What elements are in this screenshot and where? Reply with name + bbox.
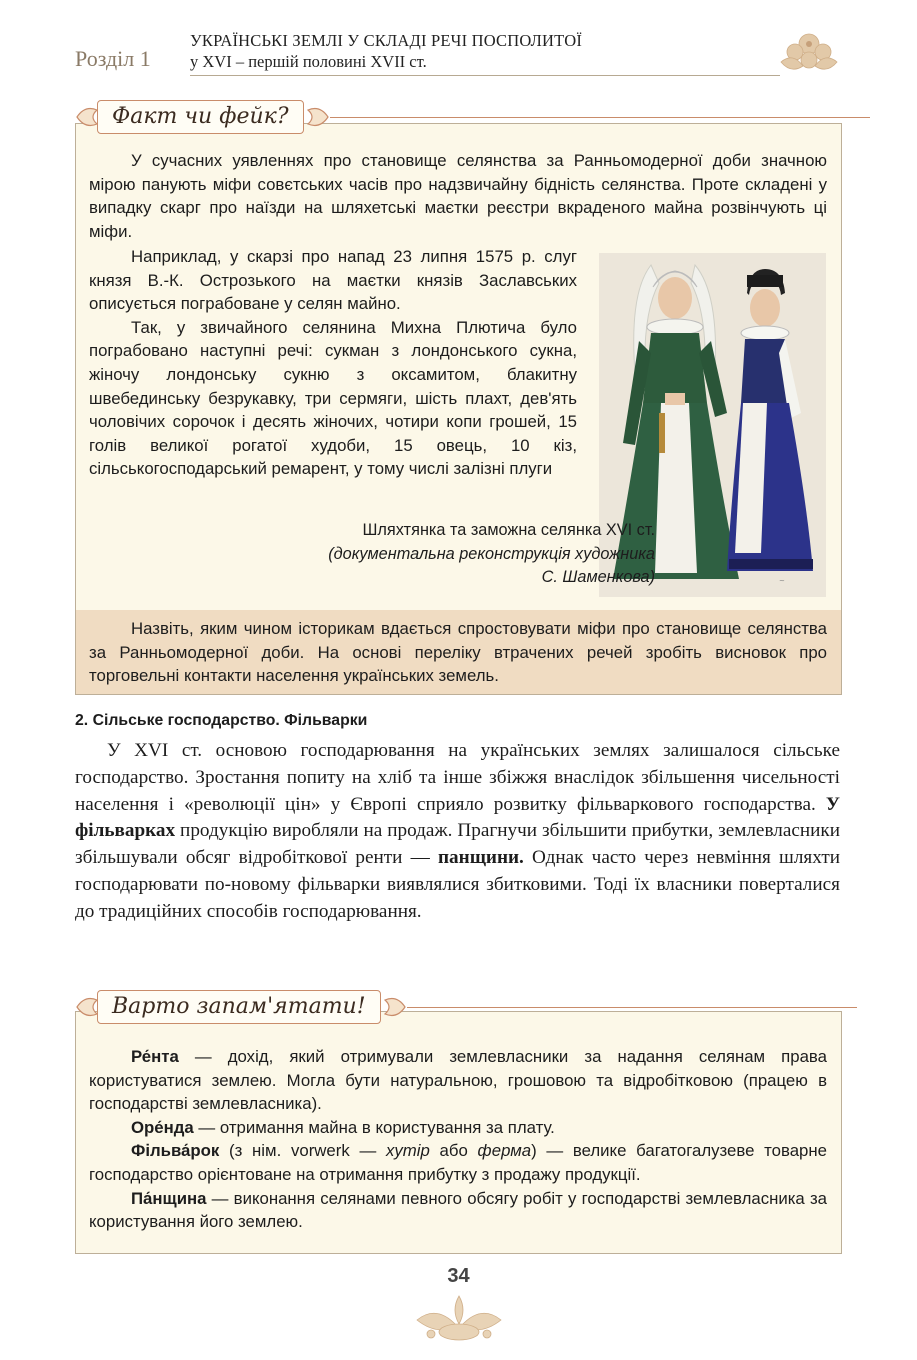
page-number: 34 xyxy=(447,1265,470,1287)
term-renta: Ре́нта xyxy=(131,1047,179,1066)
section-paragraph xyxy=(75,738,840,926)
term-filvarok: Фільва́рок xyxy=(131,1141,220,1161)
fact-or-fake-title: Факт чи фейк? xyxy=(97,100,304,134)
definition-renta xyxy=(89,1045,827,1116)
tag-rule xyxy=(330,117,870,118)
chapter-label: Розділ 1 xyxy=(75,46,151,71)
definition-orenda xyxy=(89,1116,827,1140)
fact-paragraph-3: Так, у звичайного селянина Михна Плютича було пограбовано наступні речі: сукман з лондонського сукна, жіночу лондонську сукню з оксамитом, блакитну швебединську безрукавку, три сермяги, шість плахт, дев'ять чоловічих сорочок і десять жіночих, чотири копи грошей, 15 голів великої рогатої худоби, 15 овець, 10 кіз, сільськогосподарський ремарент, у тому числі залізні плуги xyxy=(89,317,577,479)
def-filvarok-b: хутір xyxy=(385,1141,430,1161)
def-filvarok-a: (з нім. vorwerk — xyxy=(219,1141,386,1161)
fact-or-fake-tag xyxy=(75,100,870,134)
term-panshchyna: панщини. xyxy=(437,847,524,869)
chapter-title: УКРАЇНСЬКІ ЗЕМЛІ У СКЛАДІ РЕЧІ ПОСПОЛИТОЇ xyxy=(190,31,583,50)
def-panshchyna: — виконання селянами певного обсягу робіт у господарстві землевласника за користування його землею. xyxy=(89,1188,827,1232)
flower-ornament-icon xyxy=(775,22,843,80)
remember-title: Варто запам'ятати! xyxy=(97,990,381,1024)
caption-line-3 xyxy=(295,566,655,590)
section-text-a: У XVI ст. основою господарювання на українських землях залишалося сільське господарство. Зростання попиту на хліб та інше збіжжя внаслідок збільшення чисельності населення і «революції цін» у Європі сприяло розвитку фільваркового господарства. xyxy=(75,740,840,815)
term-orenda: Оре́нда xyxy=(131,1117,194,1137)
def-orenda: — отримання майна в користування за плату. xyxy=(193,1117,555,1137)
caption-line-2: (документальна реконструкція художника xyxy=(328,544,655,563)
def-filvarok-e: ) — велике багатогалузеве товарне господарство орієнтоване на отримання прибутку з продажу продукції. xyxy=(89,1141,827,1184)
chapter-subtitle: у XVI – першій половині XVII ст. xyxy=(190,52,427,71)
tag-rule xyxy=(407,1007,857,1008)
def-filvarok-d: ферма xyxy=(477,1141,532,1161)
task-block xyxy=(76,610,841,694)
caption-line-1: Шляхтянка та заможна селянка XVI ст. xyxy=(362,521,655,539)
remember-tag xyxy=(75,990,857,1024)
definition-filvarok xyxy=(89,1139,827,1186)
scroll-end-icon xyxy=(304,102,330,132)
illustration-caption xyxy=(295,519,655,590)
def-filvarok-c: або xyxy=(429,1141,478,1161)
fact-paragraph-2: Наприклад, у скарзі про напад 23 липня 1575 р. слуг князя В.-К. Острозького на маєтки князів Заславських описується пограбоване у селян майно. xyxy=(89,247,577,314)
header-rule xyxy=(190,75,780,76)
definition-panshchyna xyxy=(89,1187,827,1234)
scroll-end-icon xyxy=(381,992,407,1022)
footer-ornament-icon xyxy=(407,1290,511,1344)
term-filvarky: У фільварках xyxy=(75,793,840,842)
section-heading: 2. Сільське господарство. Фільварки xyxy=(75,712,368,729)
section-text-c: продукцію виробляли на продаж. Прагнучи збільшити прибутки, землевласники збільшували обсяг відробіткової ренти — xyxy=(75,820,840,869)
caption-artist: С. Шаменкова) xyxy=(541,568,655,586)
task-text: Назвіть, яким чином історикам вдається спростовувати міфи про становище селянства за Ранньомодерної доби. На основі переліку втрачених речей зробіть висновок про торговельні контакти населення українських земель. xyxy=(89,619,827,686)
section-body xyxy=(75,738,840,926)
fact-paragraph-1: У сучасних уявленнях про становище селянства за Ранньомодерної доби значною мірою панують міфи совєтських часів про надзвичайну бідність селянства. Проте складені у випадку скарг про наїзди на шляхетські маєтки реєстри вкраденого майна розвінчують ці міфи. xyxy=(89,151,827,241)
term-panshchyna-def: Па́нщина xyxy=(131,1188,207,1208)
section-text-e: Однак часто через невміння шляхти господарювати по-новому фільварки виявлялися збитковими. Тоді їх власники поверталися до традиційних способів господарювання. xyxy=(75,847,840,922)
def-renta: — дохід, який отримували землевласники за надання селянам права користуватися землею. Могла бути натуральною, грошовою та відробітковою (працею в господарстві землевласника). xyxy=(89,1047,827,1114)
remember-box xyxy=(75,1011,842,1254)
svg-text:~: ~ xyxy=(779,577,785,585)
